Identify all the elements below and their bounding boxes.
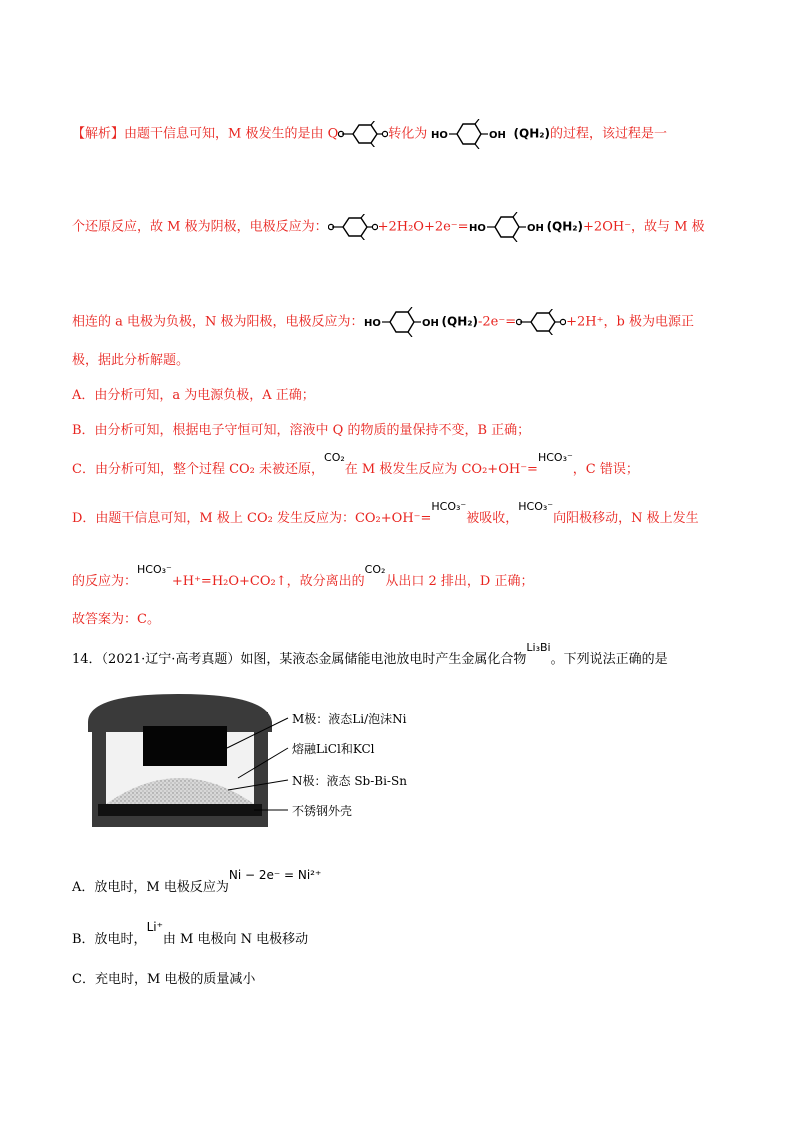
option-a-text: A．放电时，M 电极反应为 — [72, 880, 229, 895]
co2-formula: CO₂ — [324, 451, 345, 464]
hydroquinone-structure-icon — [364, 307, 442, 337]
svg-text:OH: OH — [421, 318, 439, 329]
battery-diagram — [88, 692, 488, 832]
analysis-option-b: B．由分析可知，根据电子守恒可知，溶液中 Q 的物质的量保持不变，B 正确； — [72, 423, 531, 438]
qh2-label: (QH₂) — [441, 314, 478, 329]
label-n-electrode: N极：液态 Sb-Bi-Sn — [292, 774, 407, 788]
hydroquinone-structure-icon — [431, 119, 509, 149]
li3bi-formula: Li₃Bi — [526, 641, 551, 654]
option-b-ion: Li⁺ — [146, 920, 163, 934]
analysis-line-2 — [72, 212, 705, 234]
analysis-line-4: 极，据此分析解题。 — [72, 353, 190, 368]
svg-text:HO: HO — [431, 130, 449, 141]
option-b-text1: B．放电时， — [72, 932, 147, 947]
analysis-line-3 — [72, 307, 694, 329]
analysis-l1a: 【解析】由题干信息可知，M 极发生的是由 Q — [72, 126, 339, 142]
analysis-l2a: 个还原反应，故 M 极为阴极，电极反应为： — [72, 219, 328, 235]
analysis-c-part1: C．由分析可知，整个过程 CO₂ 未被还原， — [72, 462, 325, 477]
analysis-e-part3: 从出口 2 排出，D 正确； — [385, 574, 534, 589]
quinone-structure-icon — [328, 214, 378, 240]
analysis-line-1 — [72, 119, 667, 141]
question-stem-part2: 。下列说法正确的是 — [550, 652, 668, 667]
analysis-c-part2: 在 M 极发生反应为 CO₂+OH⁻= — [344, 462, 538, 477]
question-stem-part1: 14．（2021·辽宁·高考真题）如图，某液态金属储能电池放电时产生金属化合物 — [72, 652, 527, 667]
svg-text:OH: OH — [526, 223, 544, 234]
svg-text:HO: HO — [363, 318, 381, 329]
option-a-equation: Ni − 2e⁻ = Ni²⁺ — [228, 868, 322, 882]
label-m-electrode: M极：液态Li/泡沫Ni — [292, 712, 407, 726]
option-a — [72, 868, 322, 898]
qh2-label: (QH₂) — [546, 219, 584, 234]
analysis-answer: 故答案为：C。 — [72, 612, 160, 627]
label-steel-shell: 不锈钢外壳 — [292, 804, 353, 818]
analysis-e-part2: +H⁺=H₂O+CO₂↑，故分离出的 — [171, 574, 365, 589]
analysis-d-part1: D．由题干信息可知，M 极上 CO₂ 发生反应为：CO₂+OH⁻= — [72, 511, 432, 526]
question-14-stem — [72, 641, 668, 671]
analysis-e-part1: 的反应为： — [72, 574, 138, 589]
analysis-option-d-cont — [72, 563, 534, 593]
analysis-l3c: +2H⁺，b 极为电源正 — [566, 314, 694, 330]
analysis-option-c — [72, 451, 639, 481]
analysis-l2c: +2OH⁻，故与 M 极 — [583, 219, 705, 235]
svg-text:OH: OH — [489, 130, 507, 141]
option-c: C．充电时，M 电极的质量减小 — [72, 972, 256, 987]
hco3-formula: HCO₃⁻ — [137, 563, 172, 576]
analysis-l3a: 相连的 a 电极为负极，N 极为阳极，电极反应为： — [72, 314, 364, 330]
analysis-d-part2: 被吸收， — [466, 511, 519, 526]
bottom-plate — [98, 804, 262, 816]
analysis-option-a: A．由分析可知，a 为电源负极，A 正确； — [72, 388, 315, 403]
hco3-formula: HCO₃⁻ — [518, 500, 554, 513]
analysis-l1c: 的过程，该过程是一 — [550, 126, 668, 142]
option-b — [72, 920, 309, 950]
analysis-l3b: -2e⁻= — [478, 314, 517, 330]
hydroquinone-structure-icon — [469, 212, 547, 242]
hco3-formula: HCO₃⁻ — [431, 500, 467, 513]
svg-text:HO: HO — [468, 223, 486, 234]
analysis-l2b: +2H₂O+2e⁻= — [377, 219, 469, 235]
co2-formula: CO₂ — [364, 563, 386, 576]
quinone-structure-icon — [338, 121, 388, 147]
hco3-formula: HCO₃⁻ — [537, 451, 573, 464]
m-electrode-block — [143, 726, 227, 766]
option-b-text2: 由 M 电极向 N 电极移动 — [162, 932, 309, 947]
analysis-d-part3: 向阳极移动，N 极上发生 — [553, 511, 699, 526]
quinone-structure-icon — [516, 309, 566, 335]
analysis-option-d — [72, 500, 699, 530]
qh2-label: (QH₂) — [513, 126, 550, 141]
label-molten-salt: 熔融LiCl和KCl — [292, 742, 375, 756]
analysis-l1b: 转化为 — [388, 126, 428, 142]
analysis-c-part3: ，C 错误； — [572, 462, 639, 477]
